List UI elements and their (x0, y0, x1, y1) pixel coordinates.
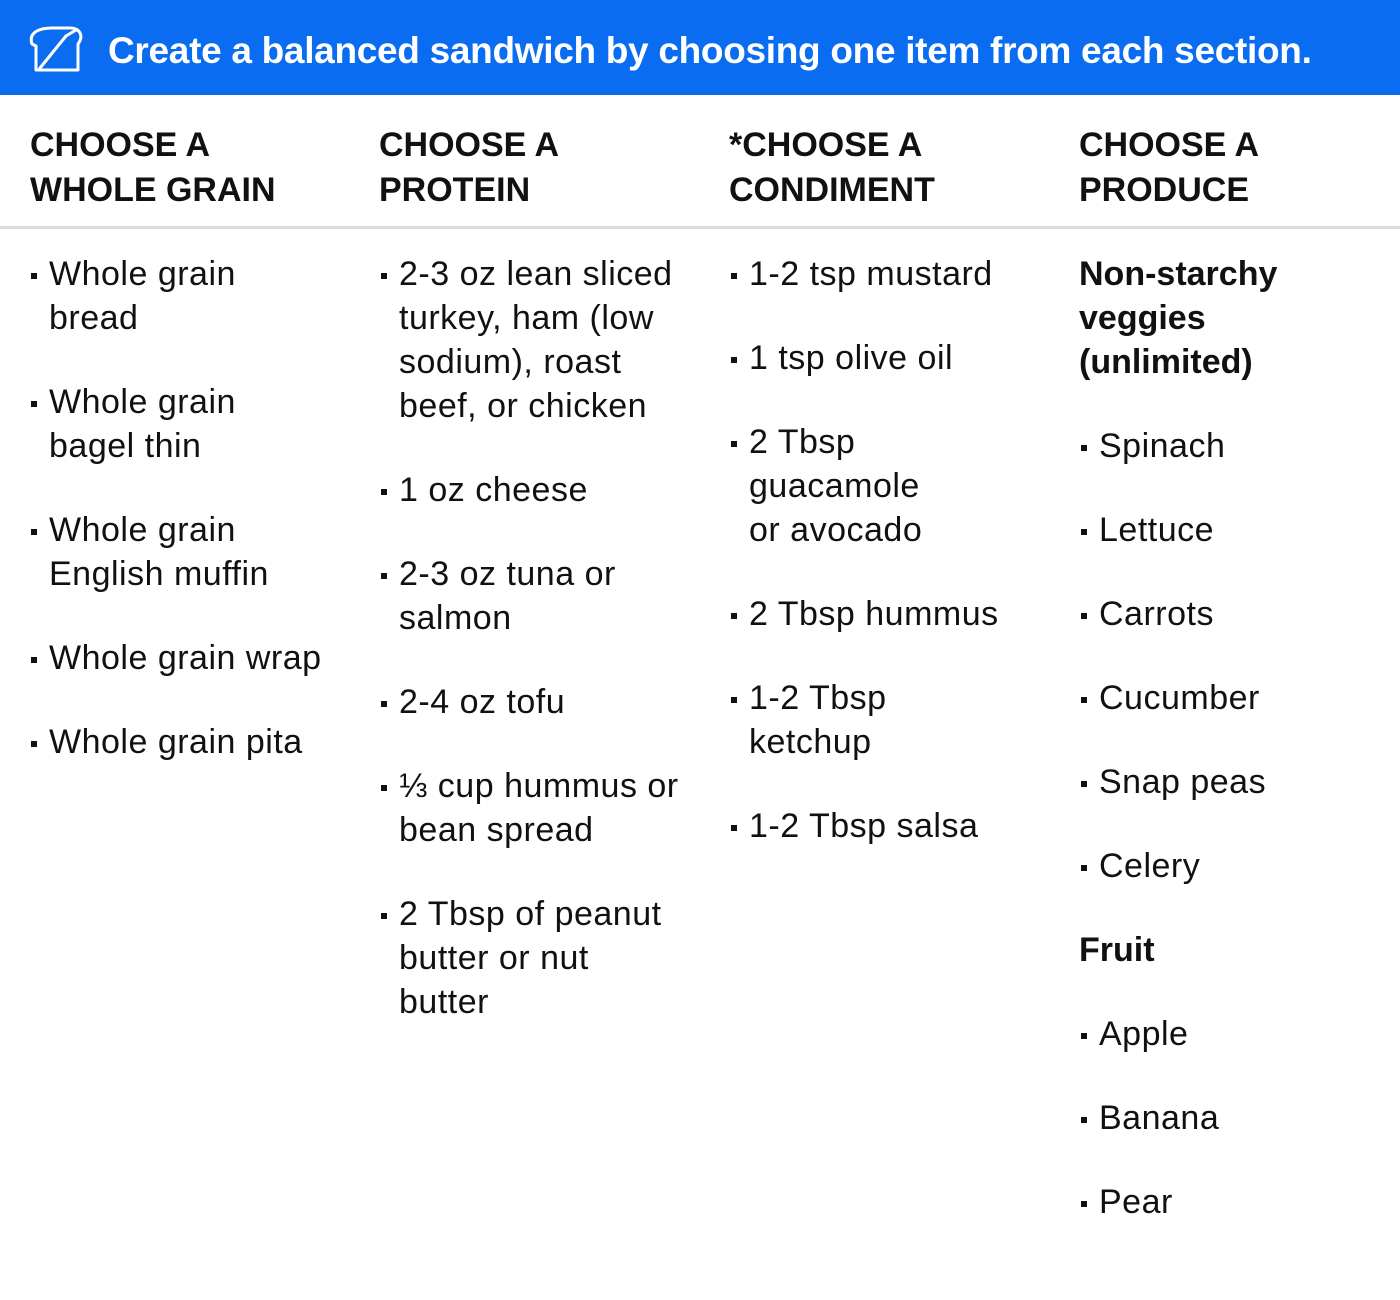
list-item: 2-3 oz tuna or salmon (379, 552, 679, 640)
list-item: ⅓ cup hummus or bean spread (379, 764, 679, 852)
list-item: Whole grain bread (29, 252, 329, 340)
list-item: 2 Tbsp of peanut butter or nut butter (379, 892, 679, 1024)
produce-list (1079, 252, 1379, 1264)
heading-condiment (729, 123, 1059, 213)
instruction-banner (0, 0, 1400, 95)
heading-line: CONDIMENT (729, 171, 935, 209)
veggies-heading: Non-starchy veggies (unlimited) (1079, 255, 1278, 381)
heading-line: PROTEIN (379, 171, 531, 209)
heading-line: CHOOSE A (30, 126, 211, 164)
list-item: Celery (1079, 844, 1379, 888)
heading-whole-grain (30, 123, 360, 213)
banner-title: Create a balanced sandwich by choosing one item from each section. (108, 30, 1312, 71)
heading-line: CHOOSE A (1079, 126, 1260, 164)
list-item: 2-3 oz lean sliced turkey, ham (low sodium), roast beef, or chicken (379, 252, 679, 428)
heading-line: CHOOSE A (379, 126, 560, 164)
list-item: Banana (1079, 1096, 1379, 1140)
whole-grain-list (29, 252, 329, 804)
heading-protein (379, 123, 709, 213)
list-item: 1-2 Tbsp salsa (729, 804, 1029, 848)
list-item: Whole grain bagel thin (29, 380, 329, 468)
list-item: Spinach (1079, 424, 1379, 468)
list-item: 2 Tbsp hummus (729, 592, 1029, 636)
heading-line: PRODUCE (1079, 171, 1250, 209)
list-item: 1-2 Tbsp ketchup (729, 676, 939, 764)
bread-slice-icon (26, 24, 84, 74)
list-item: Carrots (1079, 592, 1379, 636)
list-item: Lettuce (1079, 508, 1379, 552)
list-item: Pear (1079, 1180, 1379, 1224)
fruit-heading: Fruit (1079, 931, 1155, 969)
list-item: Snap peas (1079, 760, 1379, 804)
condiment-list (729, 252, 1029, 888)
list-item: Whole grain English muffin (29, 508, 329, 596)
list-item: Whole grain pita (29, 720, 329, 764)
list-item: Whole grain wrap (29, 636, 329, 680)
list-item: 1-2 tsp mustard (729, 252, 1029, 296)
heading-produce (1079, 123, 1400, 213)
header-divider (0, 226, 1400, 229)
heading-line: WHOLE GRAIN (30, 171, 276, 209)
list-item: 1 oz cheese (379, 468, 679, 512)
list-item: 2 Tbsp guacamole or avocado (729, 420, 959, 552)
list-item: Apple (1079, 1012, 1379, 1056)
heading-line: *CHOOSE A (729, 126, 923, 164)
list-item: 2-4 oz tofu (379, 680, 679, 724)
column-headers (0, 95, 1400, 227)
list-item: 1 tsp olive oil (729, 336, 1029, 380)
protein-list (379, 252, 679, 1064)
list-item: Cucumber (1079, 676, 1379, 720)
